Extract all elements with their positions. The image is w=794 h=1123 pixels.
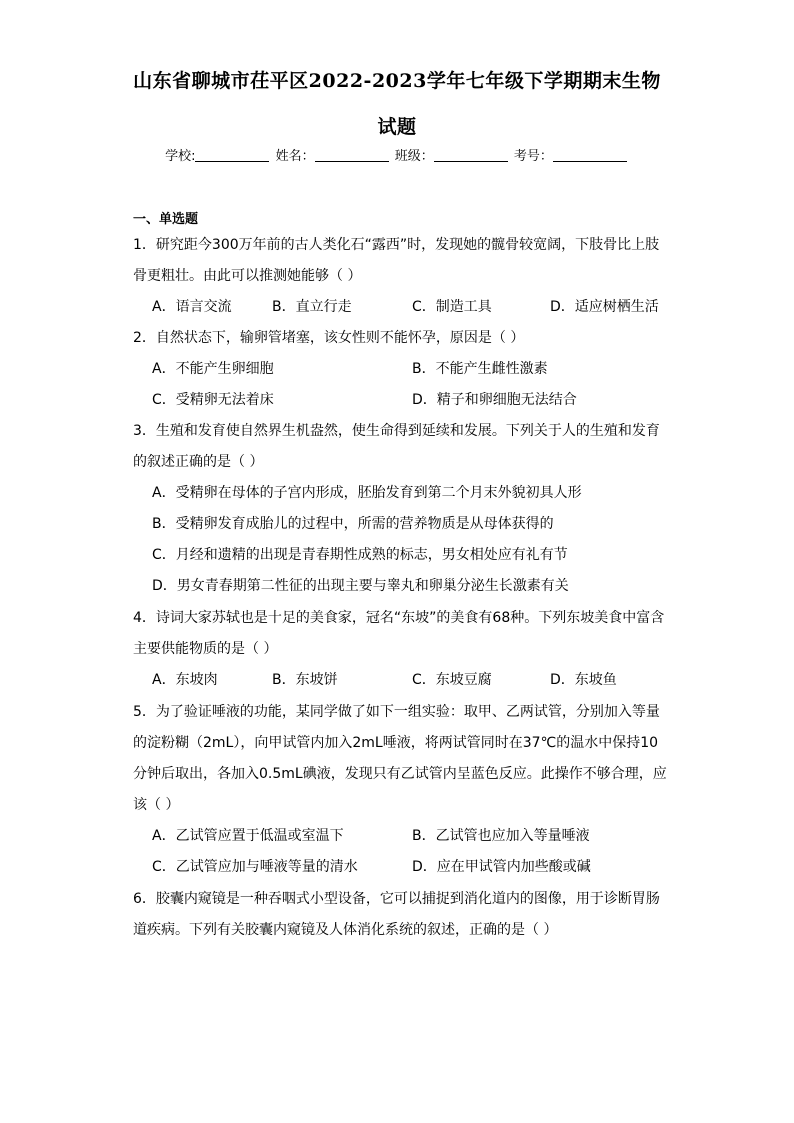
question-4-line-1: 4．诗词大家苏轼也是十足的美食家，冠名“东坡”的美食有68种。下列东坡美食中富含 [133,610,665,626]
question-6-line-1: 6．胶囊内窥镜是一种吞咽式小型设备，它可以捕捉到消化道内的图像，用于诊断胃肠 [133,891,660,907]
question-2-option-d: D．精子和卵细胞无法结合 [412,392,577,408]
question-2-option-c: C．受精卵无法着床 [152,392,274,408]
question-4-option-d: D．东坡鱼 [550,672,617,688]
question-1-line-2: 骨更粗壮。由此可以推测她能够（ ） [133,268,362,284]
section-title: 一、单选题 [133,212,199,227]
number-label: 考号： [513,149,553,164]
question-3-option-c: C．月经和遗精的出现是青春期性成熟的标志，男女相处应有礼有节 [152,547,568,563]
name-blank [315,149,389,162]
question-5-option-c: C．乙试管应加与唾液等量的清水 [152,859,358,875]
number-blank [553,149,627,162]
page-title-continued: 试题 [377,116,417,138]
question-4-option-b: B．东坡饼 [272,672,338,688]
question-5-line-2: 的淀粉糊（2mL），向甲试管内加入2mL唾液，将两试管同时在37℃的温水中保持10 [133,735,659,751]
question-6-line-2: 道疾病。下列有关胶囊内窥镜及人体消化系统的叙述，正确的是（ ） [133,922,558,938]
question-4-option-c: C．东坡豆腐 [412,672,492,688]
question-3-line-2: 的叙述正确的是（ ） [133,454,264,470]
question-3-option-b: B．受精卵发育成胎儿的过程中，所需的营养物质是从母体获得的 [152,516,554,532]
question-1-option-b: B．直立行走 [272,299,352,315]
question-1-option-a: A．语言交流 [152,299,232,315]
school-label: 学校: [165,149,196,164]
question-4-option-a: A．东坡肉 [152,672,218,688]
question-5-line-3: 分钟后取出，各加入0.5mL碘液，发现只有乙试管内呈蓝色反应。此操作不够合理，应 [133,766,667,782]
question-3-line-1: 3．生殖和发育使自然界生机盎然，使生命得到延续和发展。下列关于人的生殖和发育 [133,423,660,439]
question-5-option-d: D．应在甲试管内加些酸或碱 [412,859,591,875]
student-info-row [0,145,794,164]
question-1-option-c: C．制造工具 [412,299,492,315]
question-3-option-d: D．男女青春期第二性征的出现主要与睾丸和卵巢分泌生长激素有关 [152,578,569,594]
question-5-option-a: A．乙试管应置于低温或室温下 [152,828,344,844]
question-1-line-1: 1．研究距今300万年前的古人类化石“露西”时，发现她的髋骨较宽阔，下肢骨比上肢 [133,237,660,253]
question-5-line-4: 该（ ） [133,797,180,813]
question-2-line-1: 2．自然状态下，输卵管堵塞，该女性则不能怀孕，原因是（ ） [133,330,525,346]
school-blank [195,149,269,162]
class-blank [434,149,508,162]
question-5-line-1: 5．为了验证唾液的功能，某同学做了如下一组实验：取甲、乙两试管，分别加入等量 [133,704,660,720]
question-1-option-d: D．适应树栖生活 [550,299,659,315]
class-label: 班级： [394,149,434,164]
question-2-option-b: B．不能产生雌性激素 [412,361,548,377]
name-label: 姓名： [275,149,315,164]
question-5-option-b: B．乙试管也应加入等量唾液 [412,828,590,844]
question-3-option-a: A．受精卵在母体的子宫内形成，胚胎发育到第二个月末外貌初具人形 [152,485,582,501]
question-2-option-a: A．不能产生卵细胞 [152,361,274,377]
question-4-line-2: 主要供能物质的是（ ） [133,641,278,657]
page-title: 山东省聊城市茌平区2022-2023学年七年级下学期期末生物 [133,70,661,92]
